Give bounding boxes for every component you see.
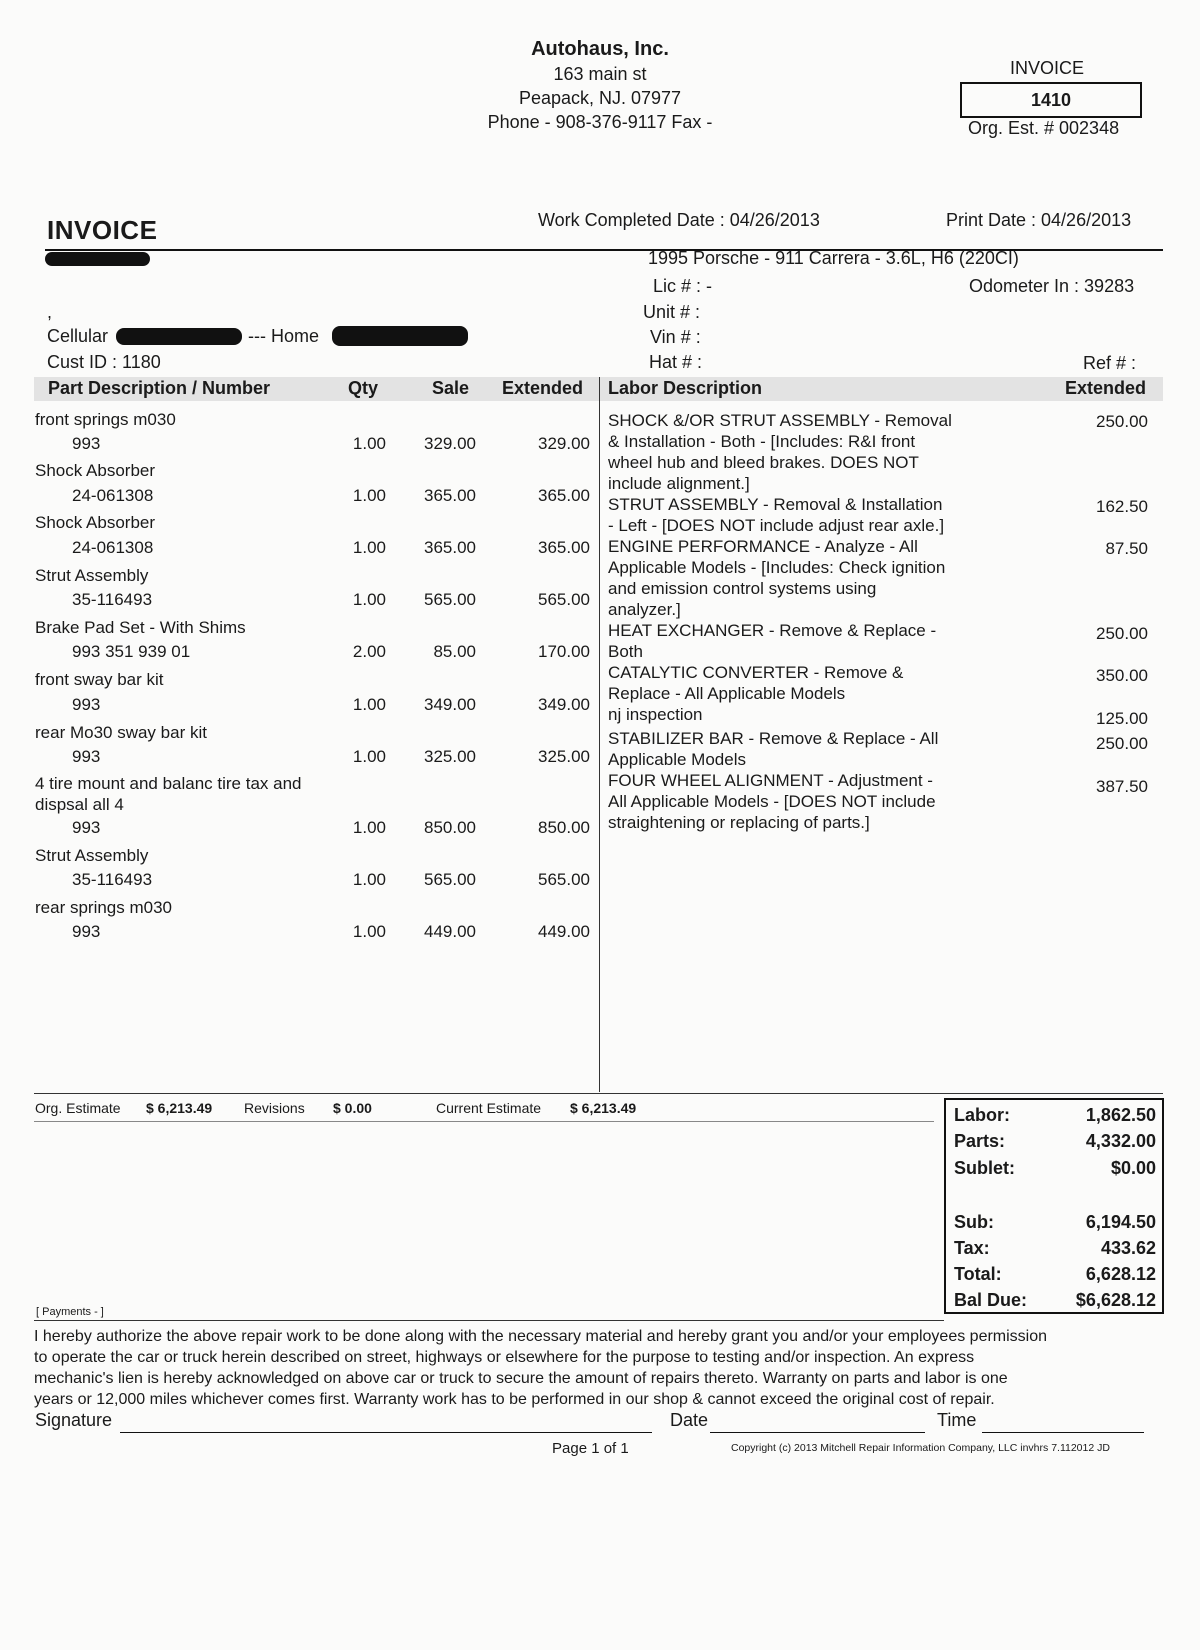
part-qty: 1.00 [352,434,386,453]
part-sale: 565.00 [424,870,476,889]
part-number: 993 [72,695,101,714]
labor-line: All Applicable Models - [DOES NOT include [608,792,936,811]
odometer-in: Odometer In : 39283 [969,276,1135,296]
home-label: --- Home [248,326,319,346]
part-qty: 1.00 [352,818,386,837]
legal-line: years or 12,000 miles whichever comes first. Warranty work has to be performed in our shop & cannot exceed the original cost of repair. [34,1391,995,1408]
part-description: front sway bar kit [35,670,164,689]
revisions-label: Revisions [244,1100,305,1116]
labor-amount: 387.50 [1096,777,1148,796]
part-number: 993 [72,922,101,941]
part-number: 993 351 939 01 [72,642,191,661]
customer-comma: , [47,302,53,322]
subtotal-label: Sub: [954,1212,994,1232]
labor-item [608,770,1018,833]
labor-line: CATALYTIC CONVERTER - Remove & [608,663,904,682]
part-number: 35-116493 [72,590,153,609]
subtotal: 6,194.50 [1085,1212,1156,1232]
part-qty: 1.00 [352,870,386,889]
part-extended: 325.00 [538,747,590,766]
part-qty: 1.00 [352,538,386,557]
labor-item [608,410,1018,494]
org-estimate-label: Org. Estimate [35,1100,121,1116]
ref-number: Ref # : [1083,353,1137,373]
part-description: Strut Assembly [35,846,149,865]
part-sale: 850.00 [424,818,476,837]
labor-line: FOUR WHEEL ALIGNMENT - Adjustment - [608,771,933,790]
vehicle-description: 1995 Porsche - 911 Carrera - 3.6L, H6 (220CI) [648,248,1019,268]
legal-line: mechanic's lien is hereby acknowledged on above car or truck to secure the amount of repairs thereto. Warranty on parts and labor is one [34,1370,1008,1387]
part-description: rear springs m030 [35,898,173,917]
part-qty: 1.00 [352,747,386,766]
labor-item [608,620,1018,662]
labor-line: STRUT ASSEMBLY - Removal & Installation [608,495,943,514]
estimate-divider [34,1093,1163,1094]
hat-number: Hat # : [649,352,703,372]
part-description: front springs m030 [35,410,176,429]
labor-line: & Installation - Both - [Includes: R&I front [608,432,916,451]
payments-note: [ Payments - ] [36,1306,104,1318]
payments-divider [34,1320,944,1321]
redacted-customer-name [45,252,150,266]
sublet-total: $0.00 [1110,1158,1156,1178]
part-sale: 85.00 [433,642,476,661]
part-extended: 565.00 [538,870,590,889]
labor-item [608,494,1018,536]
part-extended: 449.00 [538,922,590,941]
customer-id: Cust ID : 1180 [47,352,161,372]
part-extended: 565.00 [538,590,590,609]
labor-item [608,662,1018,704]
labor-line: HEAT EXCHANGER - Remove & Replace - [608,621,937,640]
redacted-home-phone [332,326,468,346]
current-estimate-label: Current Estimate [436,1100,542,1116]
part-number: 993 [72,434,101,453]
labor-line: Replace - All Applicable Models [608,684,846,703]
part-qty: 1.00 [352,486,386,505]
labor-amount: 350.00 [1096,666,1148,685]
labor-line: - Left - [DOES NOT include adjust rear axle.] [608,516,945,535]
signature-label: Signature [35,1410,113,1430]
parts-total: 4,332.00 [1085,1131,1156,1151]
part-number: 993 [72,818,101,837]
part-qty: 1.00 [352,922,386,941]
labor-amount: 162.50 [1096,497,1148,516]
part-number: 24-061308 [72,486,154,505]
part-qty: 1.00 [352,695,386,714]
redacted-cellular [116,328,242,345]
part-extended: 850.00 [538,818,590,837]
labor-amount: 125.00 [1096,709,1148,728]
authorization-text [34,1326,1164,1410]
part-qty: 1.00 [352,590,386,609]
shop-name: Autohaus, Inc. [531,38,669,60]
labor-line: Applicable Models [608,750,746,769]
parts-total-label: Parts: [954,1131,1006,1151]
part-description: Brake Pad Set - With Shims [35,618,246,637]
part-sale: 565.00 [424,590,476,609]
estimate-underline [34,1121,934,1122]
tax-label: Tax: [954,1238,990,1258]
labor-line: nj inspection [608,705,703,724]
labor-line: analyzer.] [608,600,681,619]
col-sale: Sale [432,378,470,398]
license-number: Lic # : - [653,276,713,296]
labor-item [608,704,1018,725]
shop-address: 163 main st [553,64,647,84]
sublet-total-label: Sublet: [954,1158,1015,1178]
labor-amount: 250.00 [1096,734,1148,753]
shop-city: Peapack, NJ. 07977 [518,88,682,108]
col-qty: Qty [348,378,379,398]
page-number: Page 1 of 1 [552,1440,629,1457]
cellular-label: Cellular [47,326,109,346]
grand-total-label: Total: [954,1264,1002,1284]
invoice-number: 1410 [960,82,1142,118]
labor-line: SHOCK &/OR STRUT ASSEMBLY - Removal [608,411,952,430]
labor-line: Both [608,642,643,661]
signature-line [120,1432,652,1433]
column-divider [599,377,600,1092]
col-extended: Extended [502,378,584,398]
part-number: 993 [72,747,101,766]
invoice-box-label: INVOICE [1010,58,1085,78]
totals-box [944,1098,1164,1314]
part-extended: 170.00 [538,642,590,661]
part-sale: 365.00 [424,538,476,557]
part-description: 4 tire mount and balanc tire tax and [35,774,302,793]
labor-total: 1,862.50 [1085,1105,1156,1125]
part-description: rear Mo30 sway bar kit [35,723,207,742]
legal-line: to operate the car or truck herein described on street, highways or elsewhere for the purpose to testing and/or inspection. An express [34,1349,975,1366]
labor-line: include alignment.] [608,474,750,493]
labor-amount: 250.00 [1096,412,1148,431]
part-sale: 349.00 [424,695,476,714]
part-number: 35-116493 [72,870,153,889]
revisions-value: $ 0.00 [333,1100,372,1116]
part-sale: 329.00 [424,434,476,453]
part-extended: 365.00 [538,486,590,505]
labor-line: STABILIZER BAR - Remove & Replace - All [608,729,939,748]
tax-total: 433.62 [1100,1238,1156,1258]
col-labor-extended: Extended [1065,378,1147,398]
copyright: Copyright (c) 2013 Mitchell Repair Information Company, LLC invhrs 7.112012 JD [731,1442,1110,1454]
labor-line: and emission control systems using [608,579,877,598]
balance-due-label: Bal Due: [954,1290,1028,1310]
part-description: Strut Assembly [35,566,149,585]
vin-number: Vin # : [650,327,701,347]
part-qty: 2.00 [352,642,386,661]
shop-phone: Phone - 908-376-9117 Fax - [487,112,713,132]
date-label: Date [670,1410,709,1430]
part-extended: 329.00 [538,434,590,453]
work-completed-date: Work Completed Date : 04/26/2013 [538,210,820,230]
col-part-description: Part Description / Number [48,378,271,398]
current-estimate-value: $ 6,213.49 [570,1100,637,1116]
labor-line: straightening or replacing of parts.] [608,813,870,832]
grand-total: 6,628.12 [1085,1264,1156,1284]
labor-line: wheel hub and bleed brakes. DOES NOT [608,453,919,472]
balance-due: $6,628.12 [1075,1290,1156,1310]
part-description: Shock Absorber [35,513,156,532]
part-description: Shock Absorber [35,461,156,480]
part-extended: 349.00 [538,695,590,714]
part-description-cont: dispsal all 4 [35,795,124,814]
labor-item [608,536,1018,620]
page-title: INVOICE [47,215,158,245]
labor-amount: 87.50 [1105,539,1148,558]
labor-line: Applicable Models - [Includes: Check ignition [608,558,946,577]
time-line [982,1432,1144,1433]
col-labor-description: Labor Description [608,378,763,398]
org-estimate-value: $ 6,213.49 [146,1100,213,1116]
part-sale: 449.00 [424,922,476,941]
part-number: 24-061308 [72,538,154,557]
org-estimate-number: Org. Est. # 002348 [968,118,1120,138]
part-sale: 365.00 [424,486,476,505]
labor-item [608,728,1018,770]
date-line [710,1432,925,1433]
labor-amount: 250.00 [1096,624,1148,643]
print-date: Print Date : 04/26/2013 [946,210,1132,230]
part-extended: 365.00 [538,538,590,557]
labor-total-label: Labor: [954,1105,1010,1125]
part-sale: 325.00 [424,747,476,766]
time-label: Time [937,1410,977,1430]
legal-line: I hereby authorize the above repair work to be done along with the necessary material and hereby grant you and/or your employees permission [34,1328,1048,1345]
labor-line: ENGINE PERFORMANCE - Analyze - All [608,537,918,556]
unit-number: Unit # : [643,302,701,322]
